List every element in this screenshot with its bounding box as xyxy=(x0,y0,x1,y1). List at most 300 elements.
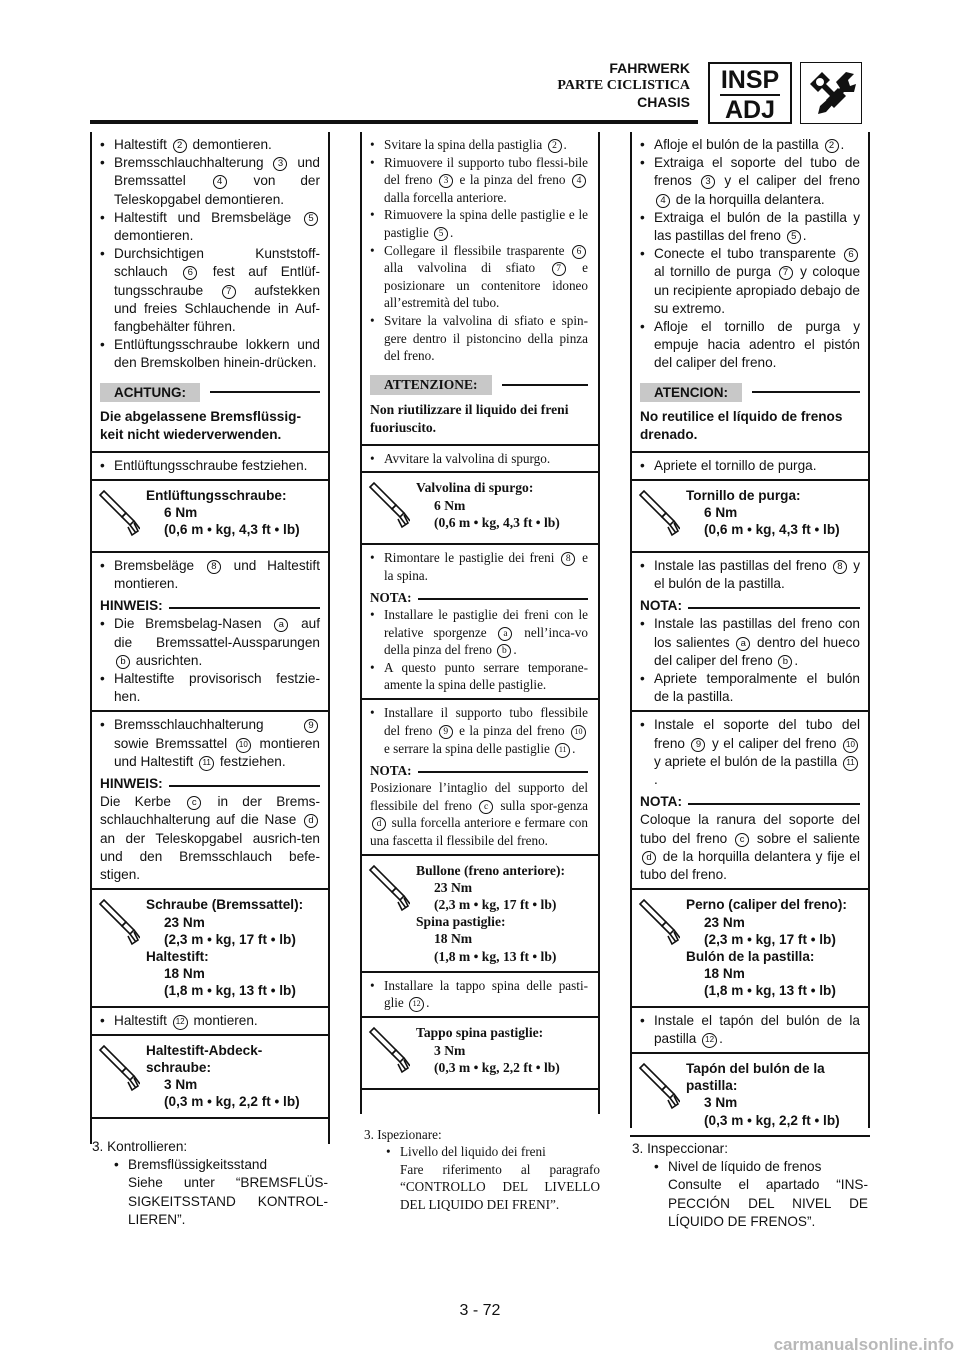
list-item xyxy=(100,209,320,245)
torque-wrench-icon xyxy=(96,489,140,537)
torque-line: (0,6 m • kg, 4,3 ft • lb) xyxy=(164,522,300,538)
pads-step xyxy=(360,545,598,698)
text-run: y el bulón de la pastilla. xyxy=(654,557,860,592)
text-run: e posizionare un contenitore idoneo all’estremità del tubo. xyxy=(384,260,588,311)
text-run: Afloje el bulón de la pastilla xyxy=(654,137,823,152)
text-run: Posizionare l’intaglio del supporto del flessibile del freno xyxy=(370,780,588,813)
torque-wrench-icon xyxy=(96,898,140,946)
callout-marker: 8 xyxy=(561,552,575,566)
torque-line: (1,8 m • kg, 13 ft • lb) xyxy=(164,983,296,999)
text-run: . xyxy=(572,740,576,756)
callout-marker: 11 xyxy=(199,756,214,771)
torque-line: Valvolina di spurgo: xyxy=(416,480,534,496)
torque-spec xyxy=(630,481,870,551)
torque-line: 6 Nm xyxy=(434,497,466,513)
list-item: • Apriete el tornillo de purga. xyxy=(640,457,860,475)
list-item xyxy=(640,557,860,593)
note-rule xyxy=(418,771,588,773)
torque-line: (0,3 m • kg, 2,2 ft • lb) xyxy=(704,1112,840,1128)
removal-steps xyxy=(360,132,598,369)
text-run: Extraiga el soporte del tubo de frenos xyxy=(654,155,860,189)
text-run: montieren. xyxy=(189,1012,258,1028)
note-label: HINWEIS: xyxy=(100,598,163,614)
holder-list xyxy=(640,716,860,789)
text-run: . xyxy=(654,772,658,788)
list-item xyxy=(370,154,588,207)
callout-marker: 10 xyxy=(236,738,251,753)
torque-line: 23 Nm xyxy=(704,914,745,930)
divider xyxy=(360,1088,598,1090)
text-run: al tornillo de purga xyxy=(654,264,777,280)
callout-marker: 8 xyxy=(833,560,847,574)
text-run: Bremsschlauchhalterung xyxy=(114,155,272,171)
callout-marker: 10 xyxy=(571,725,586,740)
torque-line: Haltestift-Abdeck- xyxy=(146,1042,263,1058)
page-header-titles xyxy=(557,60,690,111)
list-item xyxy=(370,606,588,659)
text-run: Instale el soporte del tubo del freno xyxy=(654,717,860,751)
text-run: . xyxy=(794,652,799,668)
removal-list xyxy=(640,136,860,373)
text-run: Entlüftungsschraube lokkern und den Bremskolben hinein-drücken. xyxy=(114,337,320,371)
callout-marker: 3 xyxy=(439,174,453,188)
note-rule xyxy=(688,803,860,805)
text-run: e serrare la spina delle pastiglie xyxy=(384,740,554,756)
note-rule xyxy=(169,607,320,609)
text-run: Die Kerbe xyxy=(100,794,186,810)
torque-wrench-icon xyxy=(366,1026,410,1074)
inspect-heading: 3. Ispezionare: xyxy=(364,1127,442,1142)
note-list xyxy=(640,615,860,706)
list-item xyxy=(640,1012,860,1048)
callout-marker: 9 xyxy=(304,719,318,733)
list-item xyxy=(640,154,860,209)
note-header xyxy=(370,762,588,780)
plug-list xyxy=(100,1012,320,1030)
bleed-step xyxy=(90,453,330,479)
bleed-step xyxy=(630,453,870,479)
plug-step xyxy=(630,1008,870,1052)
torque-line: Spina pastiglie: xyxy=(416,914,506,930)
torque-wrench-icon xyxy=(636,898,680,946)
text-run: ausrichten. xyxy=(132,652,203,668)
column-rule xyxy=(598,132,600,1114)
caution-header xyxy=(360,369,598,399)
torque-line: Bulón de la pastilla: xyxy=(686,948,815,964)
callout-marker: d xyxy=(304,814,318,828)
callout-marker: 9 xyxy=(691,738,705,752)
list-item xyxy=(100,670,320,706)
torque-spec xyxy=(90,890,330,1005)
callout-marker: 6 xyxy=(572,245,586,259)
holder-list xyxy=(100,716,320,771)
text-run: Installare il supporto tubo flessibile del freno xyxy=(384,705,588,738)
callout-marker: 8 xyxy=(207,560,221,574)
text-run: und Bremssattel xyxy=(114,155,320,189)
text-run: demontieren. xyxy=(188,137,272,152)
bleed-list xyxy=(640,457,860,475)
torque-line: 6 Nm xyxy=(164,505,198,521)
text-run: y el caliper del freno xyxy=(717,173,860,189)
caution-rule xyxy=(502,384,588,386)
header-rule xyxy=(90,120,698,124)
text-run: in der Brems-schlauchhalterung auf die Nase xyxy=(100,794,321,828)
text-run: Conecte el tubo transparente xyxy=(654,246,842,262)
text-run: Rimuovere la spina delle pastiglie e le pastiglie xyxy=(384,207,588,240)
text-run: de la horquilla delantera. xyxy=(672,191,825,207)
callout-marker: c xyxy=(187,796,201,810)
callout-marker: 3 xyxy=(701,175,715,189)
removal-list xyxy=(370,136,588,365)
text-run: fest auf Entlüf-tungsschraube xyxy=(114,264,320,298)
text-run: sulla forcella anteriore e fermare con una fascetta il flessibile del freno. xyxy=(370,815,588,849)
list-item xyxy=(370,312,588,365)
callout-marker: d xyxy=(642,851,656,865)
caution-text: Die abgelassene Bremsflüssig-keit nicht wiederverwenden. xyxy=(100,408,301,443)
callout-marker: 5 xyxy=(434,227,448,241)
divider xyxy=(90,1117,330,1119)
list-item xyxy=(370,659,588,694)
torque-line: 23 Nm xyxy=(434,879,473,895)
divider xyxy=(630,1135,870,1137)
torque-line: 23 Nm xyxy=(164,914,205,930)
caution-rule xyxy=(210,391,320,393)
torque-spec xyxy=(360,1018,598,1088)
text-run: e la spina. xyxy=(384,550,588,583)
holder-step xyxy=(630,712,870,888)
text-run: Die Bremsbelag-Nasen xyxy=(114,616,273,632)
bleed-list xyxy=(370,450,588,468)
callout-marker: d xyxy=(372,817,386,831)
callout-marker: 4 xyxy=(213,175,227,189)
note-text xyxy=(640,811,860,884)
insp-adj-badge xyxy=(708,62,792,124)
torque-line: (2,3 m • kg, 17 ft • lb) xyxy=(164,931,296,947)
text-run: festziehen. xyxy=(216,753,286,769)
text-run: Haltestift xyxy=(114,137,171,152)
badge-insp: INSP xyxy=(720,66,780,94)
callout-marker: 5 xyxy=(304,212,318,226)
text-run: nell’inca-vo della pinza del freno xyxy=(384,624,588,658)
torque-spec xyxy=(360,856,598,971)
inspect-section-es xyxy=(632,1140,868,1231)
torque-line: (0,6 m • kg, 4,3 ft • lb) xyxy=(434,514,560,530)
list-item xyxy=(640,209,860,245)
inspect-reference: Fare riferimento al paragrafo “CONTROLLO DEL LIVELLO DEL LIQUIDO DEI FRENI”. xyxy=(400,1161,600,1212)
list-item xyxy=(100,557,320,593)
text-run: Installare le pastiglie dei freni con le relative sporgenze xyxy=(384,607,588,640)
text-run: Rimontare le pastiglie dei freni xyxy=(384,550,560,566)
note-label: NOTA: xyxy=(370,589,412,605)
header-title-de: FAHRWERK xyxy=(609,60,690,76)
callout-marker: 11 xyxy=(843,756,858,771)
wrench-tool-icon xyxy=(800,62,862,124)
note-header xyxy=(640,597,860,615)
text-run: . xyxy=(563,137,567,152)
badge-adj: ADJ xyxy=(724,96,775,124)
text-run: Durchsichtigen Kunststoff-schlauch xyxy=(114,246,320,280)
callout-marker: 4 xyxy=(572,174,586,188)
inspect-reference: Siehe unter “BREMSFLÜS-SIGKEITSSTAND KONTROL-LIEREN”. xyxy=(128,1175,328,1227)
torque-line: (1,8 m • kg, 13 ft • lb) xyxy=(434,948,557,964)
torque-line: 3 Nm xyxy=(704,1095,738,1111)
callout-marker: 5 xyxy=(787,230,801,244)
torque-wrench-icon xyxy=(636,489,680,537)
note-label: NOTA: xyxy=(640,598,683,614)
text-run: Afloje el tornillo de purga y empuje hacia adentro el pistón del caliper del freno. xyxy=(654,319,860,371)
list-item xyxy=(100,615,320,670)
torque-wrench-icon xyxy=(96,1044,140,1092)
holder-step xyxy=(90,712,330,888)
torque-line: Tappo spina pastiglie: xyxy=(416,1025,544,1041)
callout-marker: 7 xyxy=(779,266,793,280)
list-item xyxy=(370,977,588,1013)
note-text xyxy=(100,793,320,884)
caution-header xyxy=(630,377,870,406)
callout-marker: 2 xyxy=(825,139,839,153)
torque-line: schraube: xyxy=(146,1059,211,1075)
torque-spec xyxy=(90,1036,330,1117)
caution-rule xyxy=(752,391,860,393)
callout-marker: 3 xyxy=(273,157,287,171)
note-header xyxy=(640,793,860,811)
note-rule xyxy=(169,785,320,787)
list-item: • Bremsflüssigkeitsstand xyxy=(114,1156,328,1174)
pads-list xyxy=(100,557,320,593)
callout-marker: a xyxy=(274,618,288,632)
text-run: . xyxy=(840,137,845,152)
torque-line: Tornillo de purga: xyxy=(686,487,801,503)
caution-text: Non riutilizzare il liquido dei freni fuoriuscito. xyxy=(370,401,569,436)
inspect-section-it xyxy=(364,1126,600,1213)
list-item: • Nivel de líquido de frenos xyxy=(654,1158,868,1176)
torque-line: 18 Nm xyxy=(434,931,473,947)
torque-line: (2,3 m • kg, 17 ft • lb) xyxy=(434,897,557,913)
note-text xyxy=(370,779,588,849)
text-run: e la pinza del freno xyxy=(454,722,569,738)
column-spanish xyxy=(630,132,870,1137)
text-run: Bremsschlauchhalterung xyxy=(114,717,302,733)
removal-steps xyxy=(90,132,330,377)
pads-step xyxy=(90,553,330,711)
inspect-list xyxy=(632,1158,868,1176)
callout-marker: a xyxy=(736,637,750,651)
note-list xyxy=(100,615,320,706)
caution-header xyxy=(90,377,330,406)
text-run: Haltestifte provisorisch festzie-hen. xyxy=(114,671,320,705)
text-run: . xyxy=(426,995,430,1011)
holder-list xyxy=(370,704,588,758)
callout-marker: 12 xyxy=(173,1015,188,1030)
torque-line: Entlüftungsschraube: xyxy=(146,487,287,503)
pads-step xyxy=(630,553,870,711)
torque-line: pastilla: xyxy=(686,1078,738,1094)
text-run: Svitare la valvolina di sfiato e spin-gere dentro il pistoncino della pinza del freno. xyxy=(384,312,588,364)
torque-line: (0,3 m • kg, 2,2 ft • lb) xyxy=(164,1094,300,1110)
callout-marker: b xyxy=(778,655,792,669)
plug-list xyxy=(640,1012,860,1048)
text-run: A questo punto serrare temporane-amente la spina delle pastiglie. xyxy=(384,659,588,693)
torque-line: (0,3 m • kg, 2,2 ft • lb) xyxy=(434,1059,560,1075)
text-run: y coloque un recipiente apropiado debajo de su extremo. xyxy=(654,264,860,316)
list-item xyxy=(640,245,860,318)
list-item xyxy=(100,336,320,372)
callout-marker: 2 xyxy=(548,139,562,153)
callout-marker: c xyxy=(735,833,749,847)
text-run: dentro del hueco del caliper del freno xyxy=(654,634,860,668)
list-item xyxy=(640,670,860,706)
text-run: Instale las pastillas del freno xyxy=(654,557,831,573)
list-item xyxy=(370,242,588,312)
inspect-heading: 3. Kontrollieren: xyxy=(92,1139,188,1154)
caution-label: ATTENZIONE: xyxy=(370,375,492,395)
callout-marker: 4 xyxy=(656,194,670,208)
plug-step xyxy=(360,973,598,1017)
callout-marker: a xyxy=(498,627,512,641)
text-run: Installare la tappo spina delle pasti-glie xyxy=(384,977,588,1011)
list-item xyxy=(100,136,320,154)
plug-list xyxy=(370,977,588,1013)
list-item xyxy=(100,1012,320,1030)
torque-line: Schraube (Bremssattel): xyxy=(146,897,304,913)
callout-marker: 11 xyxy=(555,743,570,758)
note-label: HINWEIS: xyxy=(100,776,163,792)
text-run: von der Teleskopgabel demontieren. xyxy=(114,173,320,207)
list-item xyxy=(640,716,860,789)
text-run: Extraiga el bulón de la pastilla y las pastillas del freno xyxy=(654,209,860,244)
callout-marker: 9 xyxy=(439,725,453,739)
caution-label: ACHTUNG: xyxy=(100,383,200,402)
text-run: e la pinza del freno xyxy=(454,172,570,188)
torque-line: 6 Nm xyxy=(704,505,738,521)
text-run: Instale el tapón del bulón de la pastilla xyxy=(654,1012,860,1046)
callout-marker: 12 xyxy=(409,997,424,1012)
torque-wrench-icon xyxy=(366,864,410,912)
callout-marker: b xyxy=(497,644,511,658)
text-run: Coloque la ranura del soporte del tubo del freno xyxy=(640,812,860,846)
torque-line: (2,3 m • kg, 17 ft • lb) xyxy=(704,931,836,947)
note-list xyxy=(370,606,588,694)
inspect-section-de xyxy=(92,1138,328,1229)
note-label: NOTA: xyxy=(640,794,683,810)
text-run: alla valvolina di sfiato xyxy=(384,260,550,276)
text-run: Haltestift xyxy=(114,1012,171,1028)
text-run: . xyxy=(513,642,517,658)
callout-marker: 7 xyxy=(222,285,236,299)
torque-line: Perno (caliper del freno): xyxy=(686,897,847,913)
torque-line: Bullone (freno anteriore): xyxy=(416,862,566,878)
list-item xyxy=(100,716,320,771)
torque-line: 18 Nm xyxy=(164,966,205,982)
torque-line: (0,6 m • kg, 4,3 ft • lb) xyxy=(704,522,840,538)
text-run: . xyxy=(802,228,807,244)
list-item: • Entlüftungsschraube festziehen. xyxy=(100,457,320,475)
inspect-reference: Consulte el apartado “INS-PECCIÓN DEL NIVEL DE LÍQUIDO DE FRENOS”. xyxy=(668,1177,868,1229)
inspect-list xyxy=(364,1143,600,1160)
torque-line: 3 Nm xyxy=(434,1042,466,1058)
pads-list xyxy=(640,557,860,593)
note-header xyxy=(370,589,588,607)
text-run: Collegare il flessibile trasparente xyxy=(384,242,570,258)
callout-marker: c xyxy=(479,800,493,814)
text-run: sobre el saliente xyxy=(751,830,860,846)
text-run: Svitare la spina della pastiglia xyxy=(384,137,546,152)
list-item xyxy=(370,206,588,241)
text-run: auf die Bremssattel-Aussparungen xyxy=(114,616,320,650)
text-run: y el caliper del freno xyxy=(707,735,841,751)
list-item: • Livello del liquido dei freni xyxy=(386,1143,600,1160)
inspect-list xyxy=(92,1156,328,1174)
bleed-step xyxy=(360,446,598,472)
list-item xyxy=(100,154,320,209)
note-label: NOTA: xyxy=(370,762,412,778)
removal-list xyxy=(100,136,320,373)
text-run: Instale las pastillas del freno con los salientes xyxy=(654,616,860,650)
text-run: Haltestift und Bremsbeläge xyxy=(114,209,302,225)
list-item xyxy=(370,136,588,154)
list-item xyxy=(370,549,588,584)
torque-spec xyxy=(360,473,598,543)
torque-line: 3 Nm xyxy=(164,1077,198,1093)
text-run: aufstekken und freies Schlauchende in Auf-fangbehälter führen. xyxy=(114,282,320,335)
note-rule xyxy=(418,598,588,600)
torque-line: 18 Nm xyxy=(704,966,745,982)
text-run: an der Teleskopgabel ausrich-ten und den Bremsschlauch befe-stigen. xyxy=(100,830,320,883)
text-run: dalla forcella anteriore. xyxy=(384,189,507,205)
page-number: 3 - 72 xyxy=(459,1302,501,1319)
callout-marker: 6 xyxy=(844,248,858,262)
text-run: y apriete el bulón de la pastilla xyxy=(654,753,841,769)
torque-wrench-icon xyxy=(366,481,410,529)
text-run: demontieren. xyxy=(114,228,194,244)
inspect-heading: 3. Inspeccionar: xyxy=(632,1141,728,1156)
list-item xyxy=(640,136,860,154)
callout-marker: 7 xyxy=(552,262,566,276)
header-title-it: PARTE CICLISTICA xyxy=(557,78,690,93)
torque-wrench-icon xyxy=(636,1062,680,1110)
callout-marker: 10 xyxy=(843,738,858,753)
text-run: montieren und Haltestift xyxy=(114,735,320,769)
column-german xyxy=(90,132,330,1119)
text-run: de la horquilla delantera y fije el tubo del freno. xyxy=(640,848,860,883)
plug-step xyxy=(90,1008,330,1034)
torque-line: Tapón del bulón de la xyxy=(686,1060,825,1076)
bleed-list xyxy=(100,457,320,475)
text-run: Bremsbeläge xyxy=(114,557,205,573)
caution-label: ATENCION: xyxy=(640,383,742,402)
text-run: Rimuovere il supporto tubo flessi-bile del freno xyxy=(384,154,588,188)
caution-text: No reutilice el líquido de frenos drenado. xyxy=(640,408,843,443)
callout-marker: 6 xyxy=(183,266,197,280)
torque-spec xyxy=(630,890,870,1005)
removal-steps xyxy=(630,132,870,377)
list-item xyxy=(640,318,860,373)
column-italian xyxy=(360,132,598,1090)
note-header xyxy=(100,775,320,793)
text-run: . xyxy=(449,224,454,240)
pads-list xyxy=(370,549,588,584)
callout-marker: 2 xyxy=(173,139,187,153)
callout-marker: b xyxy=(116,655,130,669)
text-run: sulla spor-genza xyxy=(495,797,588,813)
list-item xyxy=(100,245,320,336)
footer-watermark: carmanualsonline.info xyxy=(773,1335,954,1354)
header-title-es: CHASIS xyxy=(637,94,690,110)
list-item xyxy=(640,615,860,670)
note-rule xyxy=(688,607,860,609)
torque-spec xyxy=(630,1054,870,1135)
callout-marker: 12 xyxy=(702,1033,717,1048)
